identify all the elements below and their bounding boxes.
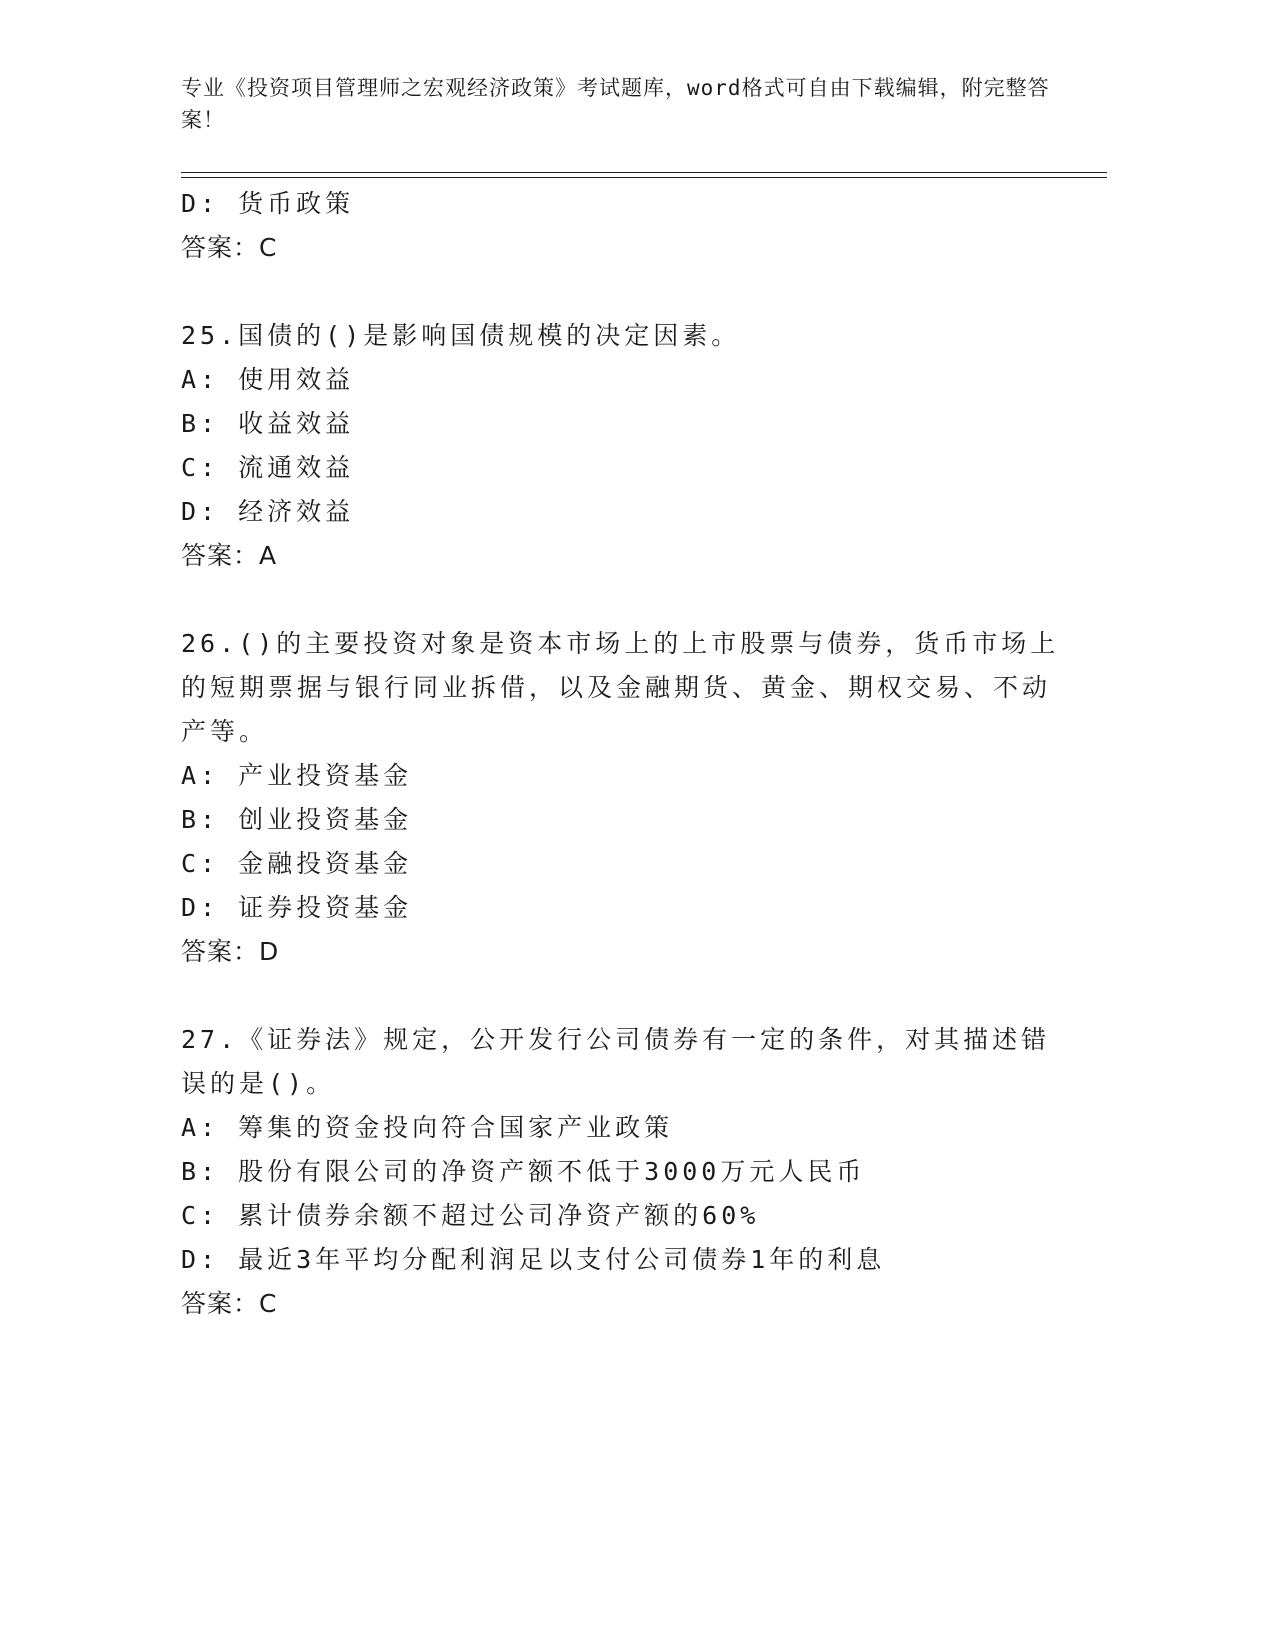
option-a: A: 使用效益 [181, 365, 355, 394]
question-27 [181, 1018, 1061, 1326]
option-c: C: 流通效益 [181, 453, 355, 482]
option-b: B: 收益效益 [181, 409, 355, 438]
header-divider-top [181, 172, 1107, 173]
question-26 [181, 622, 1061, 974]
question-stem: 26.()的主要投资对象是资本市场上的上市股票与债券，货币市场上的短期票据与银行同业拆借，以及金融期货、黄金、期权交易、不动产等。 [181, 629, 1060, 746]
option-a: A: 产业投资基金 [181, 761, 413, 790]
option-b: B: 创业投资基金 [181, 805, 413, 834]
option-d: D: 最近3年平均分配利润足以支付公司债券1年的利息 [181, 1245, 886, 1274]
spacer [181, 974, 1061, 1018]
question-list [181, 182, 1061, 1326]
option-d: D: 证券投资基金 [181, 893, 413, 922]
question-stem: 27.《证券法》规定，公开发行公司债券有一定的条件，对其描述错误的是()。 [181, 1025, 1051, 1098]
option-b: B: 股份有限公司的净资产额不低于3000万元人民币 [181, 1157, 866, 1186]
page-header: 专业《投资项目管理师之宏观经济政策》考试题库，word格式可自由下载编辑，附完整答案！ [181, 76, 1050, 132]
option-c: C: 累计债券余额不超过公司净资产额的60% [181, 1201, 760, 1230]
answer-line: 答案：C [181, 233, 278, 262]
question-stem: 25.国债的()是影响国债规模的决定因素。 [181, 321, 741, 350]
spacer [181, 578, 1061, 622]
question-25 [181, 314, 1061, 578]
previous-question-tail [181, 182, 1061, 270]
option-a: A: 筹集的资金投向符合国家产业政策 [181, 1113, 674, 1142]
option-d: D: 经济效益 [181, 497, 355, 526]
option-d: D: 货币政策 [181, 189, 355, 218]
header-divider-bottom [181, 177, 1107, 178]
answer-line: 答案：C [181, 1289, 278, 1318]
answer-line: 答案：D [181, 937, 280, 966]
option-c: C: 金融投资基金 [181, 849, 413, 878]
spacer [181, 270, 1061, 314]
answer-line: 答案：A [181, 541, 278, 570]
